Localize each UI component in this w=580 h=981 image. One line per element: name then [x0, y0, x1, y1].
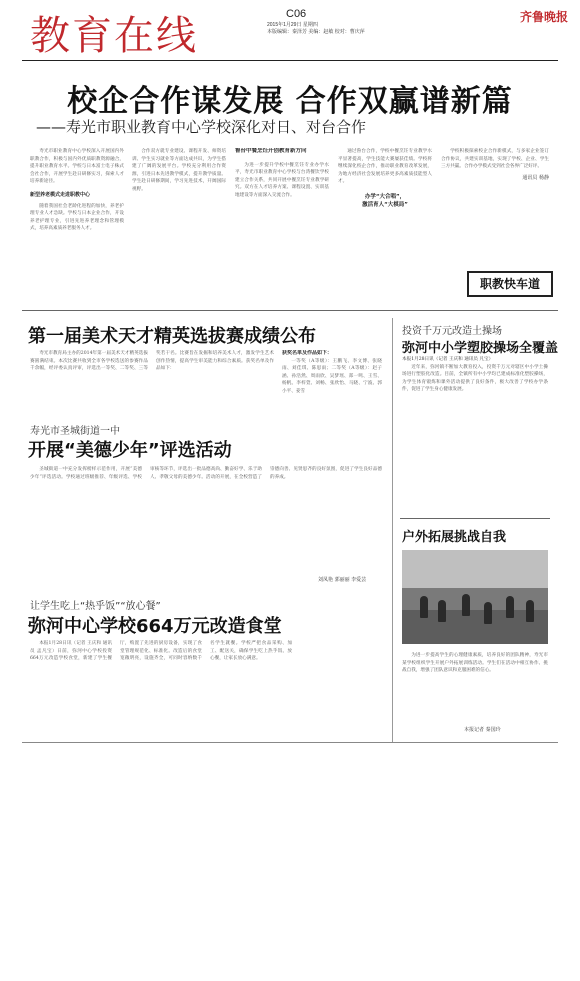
editor-credits: 本版编辑：秦泽芳 美编：赵敏 校对：曹庆萍	[267, 29, 365, 35]
photo-person	[420, 596, 428, 618]
lead-column-4	[338, 148, 432, 313]
canteen-text: 本报1月28日讯（记者 王庆和 通讯员 孟凡宝）日前，弥河中心学校投资664万元改造学校食堂，新建了学生餐厅，购置了先进的厨房设备，实现了食堂管理规范化、标准化。改造后的食堂宽敞明亮，设施齐全，可同时容纳数千名学生就餐。学校严把食品采购、加工、配送关，确保学生吃上热乎饭、放心餐，让家长放心满意。	[30, 641, 292, 662]
lead-col4-box	[338, 194, 432, 209]
lead-col5-byline: 通讯员 杨静	[522, 174, 549, 181]
photo-person	[526, 600, 534, 622]
lead-col4-box-line1: 办学“大合唱”，	[364, 193, 406, 200]
lead-col3-para: 为进一步提升学校中餐烹饪专业办学水平，寿光市职业教育中心学校与台湾餐饮学校建立合作关系，共同开展中餐烹饪专业教学研究。双方在人才培养方案、课程设置、实训基地建设等方面深入交流合作。	[235, 162, 329, 198]
art-contest-winners-title: 获奖名单及作品如下：	[282, 350, 333, 356]
lead-headline: 校企合作谋发展 合作双赢谱新篇	[67, 84, 513, 119]
lead-bottom-rule	[22, 310, 558, 311]
playground-text: 近年来，弥河镇不断加大教育投入，投资千万元对辖区中小学土操场进行塑胶化改造。目前，全镇所有中小学均已建成标准化塑胶操场，为学生体育锻炼和课外活动提供了良好条件，极大改善了学校办学条件，促进了学生身心健康发展。	[402, 364, 548, 393]
lead-column-5	[441, 148, 549, 263]
issue-date: 2015年1月29日 星期四	[267, 22, 318, 28]
masthead-rule	[22, 60, 558, 61]
playground-kicker: 投资千万元改造土操场	[402, 326, 502, 337]
outdoor-body	[402, 652, 548, 710]
excellence-byline: 刘凤艳 郭丽丽 李爱芸	[318, 577, 367, 583]
paper-logo: 齐鲁晚报	[520, 10, 569, 24]
playground-body	[402, 356, 548, 512]
outdoor-headline: 户外拓展挑战自我	[402, 530, 507, 545]
art-contest-winners	[282, 350, 382, 460]
masthead	[0, 0, 580, 62]
art-contest-headline: 第一届美术天才精英选拔赛成绩公布	[28, 326, 316, 347]
photo-person	[506, 596, 514, 618]
canteen-headline: 弥河中心学校664万元改造食堂	[28, 616, 282, 637]
photo-person	[484, 602, 492, 624]
section-title: 教育在线	[30, 13, 198, 59]
art-contest-text: 寿光市教育局主办的2014年第一届美术天才精英选拔赛圆满结束。本次比赛共收到全市各学校选送的参赛作品千余幅，经评委认真评审，评选出一等奖、二等奖、三等奖若干名。比赛旨在发掘和培养美术人才，激发学生艺术创作热情，提高学生审美能力和综合素质。获奖名单及作品如下：	[30, 351, 274, 372]
excellence-headline: 开展“美德少年”评选活动	[28, 440, 232, 461]
playground-headline: 弥河中小学塑胶操场全覆盖	[402, 341, 559, 356]
lead-column-2	[132, 148, 226, 313]
lead-col4-box-line2: 激活育人“大棋局”	[362, 201, 408, 208]
playground-byline: 本报1月28日讯（记者 王庆和 通讯员 凡宝）	[402, 357, 494, 362]
lead-column-3	[235, 148, 329, 313]
column-divider	[392, 318, 393, 742]
canteen-body	[30, 640, 382, 740]
outdoor-text: 为进一步提高学生的心理健康素质，培养良好的团队精神，寿光市某学校组织学生开展户外拓展训练活动。学生们在活动中相互协作、挑战自我，增强了团队意识和克服困难的信心。	[402, 653, 548, 674]
lead-col2-para: 合作双方就专业建设、课程开发、师资培训、学生实习就业等方面达成共识，为学生搭建了广阔的发展平台。学校充分利用合作资源，引进日本先进教学模式，提升教学质量。学生赴日研修期间，学习先进技术，开阔国际视野。	[132, 149, 226, 192]
excellence-kicker: 寿光市圣城街道一中	[30, 426, 120, 437]
outdoor-photo	[402, 550, 548, 644]
page-number: C06	[286, 8, 307, 20]
excellence-text: 圣城街道一中充分发挥榜样示范作用，开展“美德少年”评选活动。学校通过班级推荐、年级评选、学校审核等环节，评选出一批品德高尚、勤奋好学、乐于助人、孝敬父母的美德少年。活动的开展，在全校营造了崇德向善、见贤思齐的良好氛围，促进了学生良好品德的养成。	[30, 467, 382, 480]
date-line	[267, 22, 365, 36]
page-bottom-rule	[22, 742, 558, 743]
outdoor-byline: 本报记者 秦国玲	[464, 727, 501, 733]
lead-column-1	[30, 148, 124, 313]
lead-subheadline: ——寿光市职业教育中心学校深化对日、对台合作	[36, 118, 367, 136]
vocational-banner: 职教快车道	[467, 271, 553, 297]
lead-col1-subhead: 新型养老模式走进职教中心	[30, 191, 91, 198]
lead-col4-para: 通过鲁台合作，学校中餐烹饪专业教学水平显著提高，学生技能大赛屡获佳绩。学校将继续深化校企合作，推动职业教育改革发展，为地方经济社会发展培养更多高素质技能型人才。	[338, 149, 432, 185]
lead-col5-para: 学校积极探索校企合作新模式，与多家企业签订合作协议，共建实训基地，实现了学校、企业、学生三方共赢。合作办学模式受到社会各界广泛好评。	[441, 149, 549, 170]
canteen-kicker: 让学生吃上“热乎饭”“放心餐”	[30, 601, 161, 612]
lead-col3-box-title: 鲁台中餐烹饪开创教育新方向	[235, 148, 307, 154]
lead-col1-para2: 随着我国社会老龄化进程的加快，养老护理专业人才急缺。学校与日本企业合作，开设养老护理专业，引进先进养老理念和管理模式，培养高素质养老服务人才。	[30, 203, 124, 232]
art-contest-winners-list: 一等奖（A等级）：王鹏飞、李文博、张晓雨、刘佳琪、陈思雨；二等奖（A等级）：赵子涵、孙浩然、周雨欣、吴梦瑶、郑一鸣、王雪、杨帆、李梓萱、刘畅、张欣怡、马晓、宁波、郭小平、姜雪	[282, 358, 382, 394]
lead-col1-para: 寿光市职业教育中心学校深入开展国内外职教合作，积极与国内外优质职教资源融合，提升职业教育水平。学校与日本富士电子株式会社合作，开展学生赴日研修实习，探索人才培养新途径。	[30, 149, 124, 185]
photo-person	[438, 600, 446, 622]
photo-sky	[402, 550, 548, 588]
excellence-body	[30, 466, 382, 566]
photo-person	[462, 594, 470, 616]
playground-bottom-rule	[400, 518, 550, 519]
